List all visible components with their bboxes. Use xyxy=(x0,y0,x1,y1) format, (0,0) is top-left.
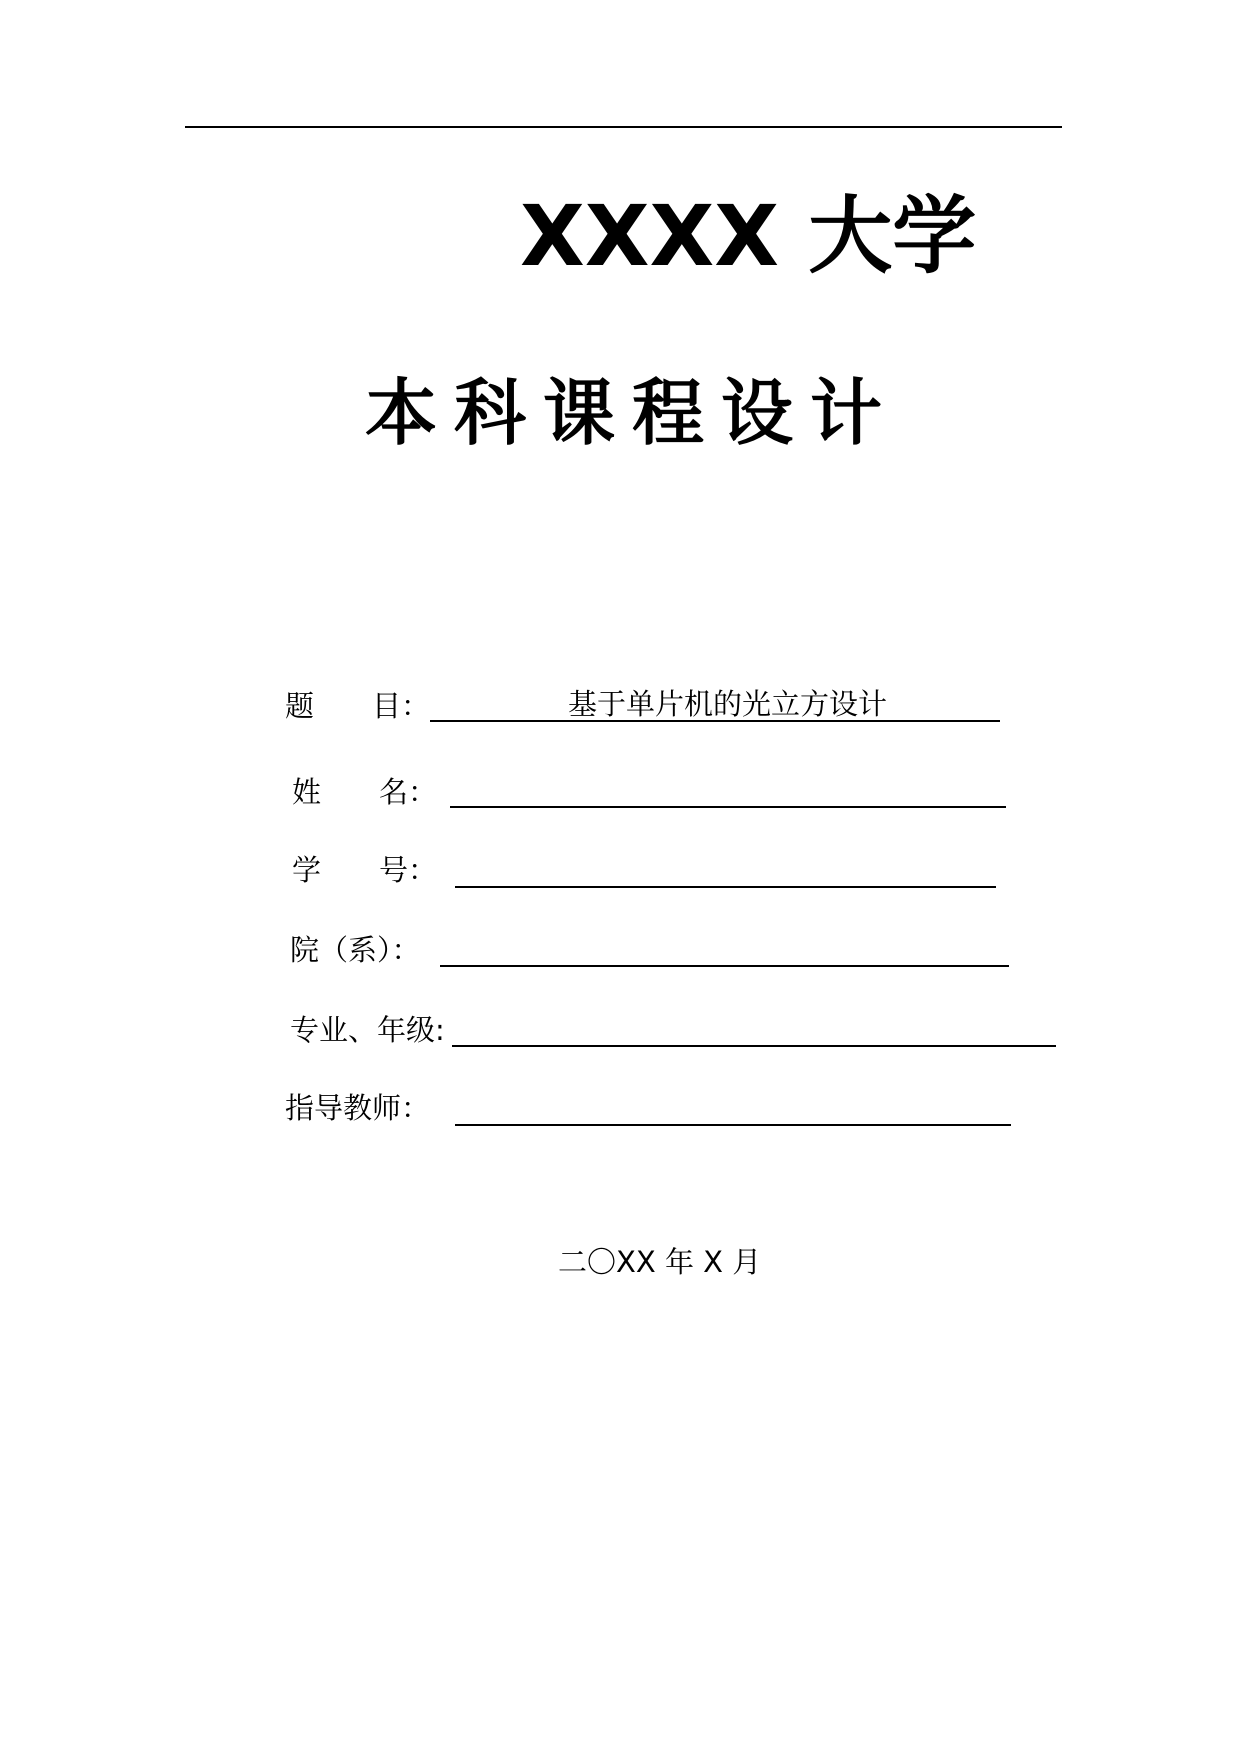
submission-date: 二〇XX 年 X 月 xyxy=(558,1245,762,1279)
student-id-label: 学 号： xyxy=(292,853,438,887)
name-label: 姓 名： xyxy=(292,775,438,809)
major-grade-underline xyxy=(452,1045,1056,1047)
advisor-label: 指导教师： xyxy=(285,1091,431,1125)
university-name: XXXX 大学 xyxy=(520,187,977,285)
topic-label: 题 目： xyxy=(285,689,431,723)
document-type-title: 本科课程设计 xyxy=(365,371,900,455)
topic-value: 基于单片机的光立方设计 xyxy=(568,687,888,721)
department-underline xyxy=(440,965,1009,967)
name-underline xyxy=(450,806,1006,808)
header-rule xyxy=(185,126,1062,128)
department-label: 院（系）： xyxy=(290,933,421,967)
advisor-underline xyxy=(455,1124,1011,1126)
major-grade-label: 专业、年级: xyxy=(290,1013,445,1047)
student-id-underline xyxy=(455,886,996,888)
